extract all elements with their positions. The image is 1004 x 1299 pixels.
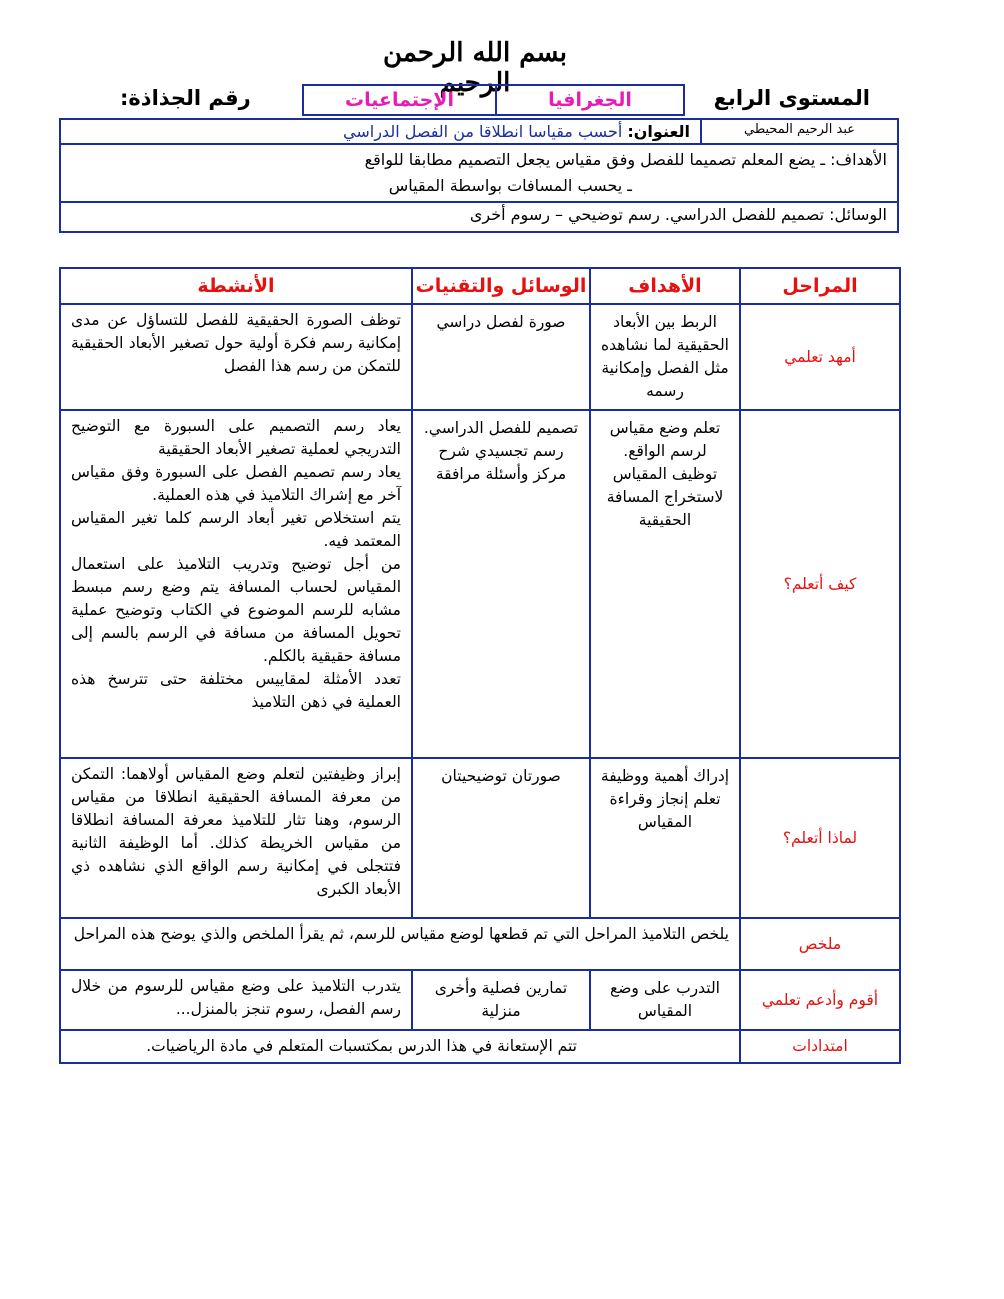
goals-line-2: ـ يحسب المسافات بواسطة المقياس [388, 176, 632, 195]
activity-paragraph: يتم استخلاص تغير أبعاد الرسم كلما تغير المقياس المعتمد فيه. [71, 509, 401, 550]
activities-cell [60, 410, 412, 758]
activities-cell: إبراز وظيفتين لتعلم وضع المقياس أولاهما: التمكن من معرفة المسافة الحقيقية انطلاقا من مقياس الرسوم، وهنا تثار للتلاميذ معرفة المسافة انطلاقا من مقياس الخريطة كذلك. أما الوظيفة الثانية فتتجلى في إمكانية رسم الواقع الذي نشاهده ذي الأبعاد الكبرى [60, 758, 412, 918]
table-row [60, 410, 900, 758]
goal-cell: تعلم وضع مقياس لرسم الواقع. توظيف المقياس لاستخراج المسافة الحقيقية [590, 410, 740, 758]
table-row [60, 970, 900, 1030]
activity-paragraph: يعاد رسم التصميم على السبورة مع التوضيح التدريجي لعملية تصغير الأبعاد الحقيقية [71, 417, 401, 458]
stage-cell: كيف أتعلم؟ [740, 410, 900, 758]
stage-cell: امتدادات [740, 1030, 900, 1063]
branch-box: الجغرافيا [495, 84, 685, 116]
header-goals: الأهداف [590, 268, 740, 304]
lesson-info-table [59, 118, 899, 233]
table-row [60, 1030, 900, 1063]
stage-cell: أمهد تعلمي [740, 304, 900, 410]
activity-paragraph: تعدد الأمثلة لمقاييس مختلفة حتى تترسخ هذه العملية في ذهن التلاميذ [71, 670, 401, 711]
means-cell: صورتان توضيحيتان [412, 758, 590, 918]
means-cell: تمارين فصلية وأخرى منزلية [412, 970, 590, 1030]
table-row [60, 918, 900, 970]
subject-box: الإجتماعيات [302, 84, 497, 116]
means-cell: صورة لفصل دراسي [412, 304, 590, 410]
stage-cell: ملخص [740, 918, 900, 970]
means-cell: تصميم للفصل الدراسي. رسم تجسيدي شرح مركز وأسئلة مرافقة [412, 410, 590, 758]
table-header-row [60, 268, 900, 304]
extensions-cell: تتم الإستعانة في هذا الدرس بمكتسبات المتعلم في مادة الرياضيات. [60, 1030, 740, 1063]
header-stages: المراحل [740, 268, 900, 304]
title-label: العنوان: [627, 122, 690, 141]
goal-cell: التدرب على وضع المقياس [590, 970, 740, 1030]
basmala-calligraphy [380, 38, 570, 98]
header-bar [60, 84, 900, 118]
lesson-title: أحسب مقياسا انطلاقا من الفصل الدراسي [343, 122, 623, 141]
lesson-steps-table [59, 267, 901, 1064]
activity-paragraph: يعاد رسم تصميم الفصل على السبورة وفق مقياس آخر مع إشراك التلاميذ في هذه العملية. [71, 463, 401, 504]
stage-cell: أقوم وأدعم تعلمي [740, 970, 900, 1030]
stage-cell: لماذا أتعلم؟ [740, 758, 900, 918]
basmala-text: بسم الله الرحمن الرحيم [383, 38, 567, 98]
title-cell [60, 119, 701, 144]
goal-cell: الربط بين الأبعاد الحقيقية لما نشاهده مثل الفصل وإمكانية رسمه [590, 304, 740, 410]
means-cell: الوسائل: تصميم للفصل الدراسي. رسم توضيحي – رسوم أخرى [60, 202, 898, 232]
sheet-number-label: رقم الجذاذة: [120, 86, 251, 110]
goals-line-1: الأهداف: ـ يضع المعلم تصميما للفصل وفق مقياس يجعل التصميم مطابقا للواقع [364, 150, 887, 169]
header-means: الوسائل والتقنيات [412, 268, 590, 304]
goals-cell [60, 144, 898, 202]
activities-cell: يتدرب التلاميذ على وضع مقياس للرسوم من خلال رسم الفصل، رسوم تنجز بالمنزل... [60, 970, 412, 1030]
activity-paragraph: من أجل توضيح وتدريب التلاميذ على استعمال المقياس لحساب المسافة يتم وضع رسم مبسط مشابه للرسم الموضوع في الكتاب وتوضيح عملية تحويل المسافة من مسافة في الرسم بالسم إلى مسافة حقيقية بالكلم. [71, 555, 401, 665]
table-row [60, 304, 900, 410]
activities-cell: توظف الصورة الحقيقية للفصل للتساؤل عن مدى إمكانية رسم فكرة أولية حول تصغير الأبعاد الحقيقية للتمكن من رسم هذا الفصل [60, 304, 412, 410]
header-activities: الأنشطة [60, 268, 412, 304]
author-cell: عبد الرحيم المحيطي [701, 119, 898, 144]
goal-cell: إدراك أهمية ووظيفة تعلم إنجاز وقراءة المقياس [590, 758, 740, 918]
table-row [60, 758, 900, 918]
level-label: المستوى الرابع [713, 86, 870, 110]
summary-cell: يلخص التلاميذ المراحل التي تم قطعها لوضع مقياس للرسم، ثم يقرأ الملخص والذي يوضح هذه المراحل [60, 918, 740, 970]
